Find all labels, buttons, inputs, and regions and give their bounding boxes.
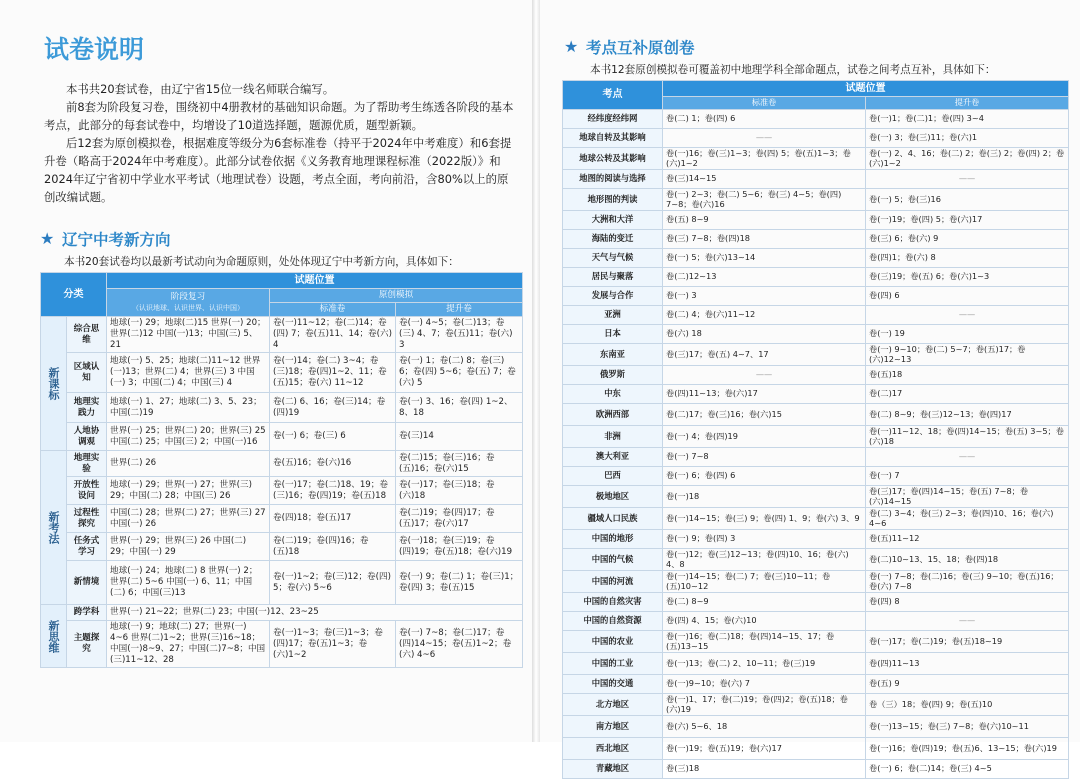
table-row: [563, 631, 1069, 653]
advanced-cell: 卷(二) 8~9；卷(三)12~13；卷(四)17: [866, 404, 1069, 426]
right-page: [540, 0, 1080, 774]
subcategory-cell: 跨学科: [67, 605, 107, 621]
point-cell: 中国的交通: [563, 675, 663, 694]
stage-cell: 世界(一) 21~22；世界(二) 23；中国(一)12、23~25: [107, 605, 523, 621]
point-cell: 地球公转及其影响: [563, 148, 663, 170]
standard-cell: 卷(二)12~13: [663, 268, 866, 287]
table-row: [41, 621, 523, 668]
subcategory-cell: 综合思维: [67, 317, 107, 353]
point-cell: 中国的地形: [563, 530, 663, 549]
table-row: [41, 353, 523, 393]
standard-cell: 卷(一) 9；卷(四) 3: [663, 530, 866, 549]
standard-cell: 卷(二) 4；卷(六)11~12: [663, 306, 866, 325]
advanced-cell: 卷(一)16；卷(四)19；卷(五)6、13~15；卷(六)19: [866, 738, 1069, 760]
table-row: [563, 508, 1069, 530]
table-row: [41, 451, 523, 477]
advanced-cell: 卷(二)15；卷(三)16；卷(五)16；卷(六)15: [396, 451, 523, 477]
table-row: [563, 366, 1069, 385]
table-row: [563, 287, 1069, 306]
table-row: [563, 170, 1069, 189]
header-point: 考点: [563, 81, 663, 110]
stage-cell: 世界(一) 25；世界(二) 20；世界(三) 25 中国(二) 25；中国(三) 2；中国(一)16: [107, 423, 270, 451]
star-icon: ★: [40, 229, 55, 248]
advanced-cell: 卷(一) 7~8；卷(二)17；卷(四)14~15；卷(五)1~2；卷(六) 4~6: [396, 621, 523, 668]
advanced-cell: 卷(二)19；卷(四)17；卷(五)17；卷(六)17: [396, 505, 523, 533]
point-cell: 大洲和大洋: [563, 211, 663, 230]
point-cell: 俄罗斯: [563, 366, 663, 385]
point-cell: 西北地区: [563, 738, 663, 760]
table-row: [563, 268, 1069, 287]
standard-cell: 卷(一)14~15；卷(二) 7；卷(三)10~11；卷(五)10~12: [663, 571, 866, 593]
intro-paragraph-1: 本书共20套试卷，由辽宁省15位一线名师联合编写。: [66, 82, 335, 96]
subcategory-cell: 区域认知: [67, 353, 107, 393]
table-row: [563, 760, 1069, 779]
table-row: [563, 716, 1069, 738]
standard-cell: 卷(一) 4；卷(四)19: [663, 426, 866, 448]
stage-cell: 地球(一) 5、25；地球(二)11~12 世界(一)13；世界(二) 4；世界(三) 3 中国(一) 3；中国(二) 4；中国(三) 4: [107, 353, 270, 393]
standard-cell: 卷(二) 1；卷(四) 6: [663, 110, 866, 129]
stage-cell: 地球(一) 1、27；地球(二) 3、5、23；中国(二)19: [107, 393, 270, 423]
standard-cell: 卷(一)1~2；卷(三)12；卷(四) 5；卷(六) 5~6: [270, 561, 396, 605]
table-row: [41, 423, 523, 451]
point-cell: 中国的农业: [563, 631, 663, 653]
point-cell: 亚洲: [563, 306, 663, 325]
point-cell: 青藏地区: [563, 760, 663, 779]
table-row: [563, 189, 1069, 211]
table-row: [563, 325, 1069, 344]
advanced-cell: 卷(一)11~12、18；卷(四)14~15；卷(五) 3~5；卷(六)18: [866, 426, 1069, 448]
empty-cell: ——: [866, 448, 1069, 467]
advanced-cell: 卷(一)17；卷(三)18；卷(六)18: [396, 477, 523, 505]
advanced-cell: 卷(三) 6；卷(六) 9: [866, 230, 1069, 249]
advanced-cell: 卷(一) 7: [866, 467, 1069, 486]
empty-cell: ——: [663, 366, 866, 385]
point-cell: 极地地区: [563, 486, 663, 508]
advanced-cell: 卷(一)17；卷(二)19；卷(五)18~19: [866, 631, 1069, 653]
advanced-cell: 卷(一) 3；卷(三)11；卷(六)1: [866, 129, 1069, 148]
point-cell: 天气与气候: [563, 249, 663, 268]
complement-table-body: [563, 110, 1069, 779]
header-mock: 原创模拟: [270, 289, 523, 303]
advanced-cell: 卷(二)10~13、15、18；卷(四)18: [866, 549, 1069, 571]
empty-cell: ——: [866, 170, 1069, 189]
subcategory-cell: 新情境: [67, 561, 107, 605]
empty-cell: ——: [866, 306, 1069, 325]
standard-cell: 卷(二) 8~9: [663, 593, 866, 612]
category-cell: 新考法: [41, 451, 67, 605]
left-page: [0, 0, 532, 742]
point-cell: 日本: [563, 325, 663, 344]
table-row: [563, 486, 1069, 508]
table-row: [563, 694, 1069, 716]
point-cell: 中国的河流: [563, 571, 663, 593]
empty-cell: ——: [663, 129, 866, 148]
stage-cell: 世界(二) 26: [107, 451, 270, 477]
table-row: [563, 593, 1069, 612]
stage-cell: 地球(一) 29；地球(二)15 世界(一) 20；世界(二)12 中国(一)13；中国(三) 5、21: [107, 317, 270, 353]
section-heading-right: ★ 考点互补原创卷: [564, 37, 695, 57]
standard-cell: 卷(五) 8~9: [663, 211, 866, 230]
table-row: [563, 385, 1069, 404]
standard-cell: 卷(二) 6、16；卷(三)14；卷(四)19: [270, 393, 396, 423]
table-row: [41, 561, 523, 605]
advanced-cell: 卷(二) 3~4；卷(三) 2~3；卷(四)10、16；卷(六) 4~6: [866, 508, 1069, 530]
stage-cell: 地球(一) 24；地球(二) 8 世界(一) 2；世界(二) 5~6 中国(一) 6、11；中国(二) 6；中国(三)13: [107, 561, 270, 605]
table-row: [563, 129, 1069, 148]
advanced-cell: 卷(三)17；卷(四)14~15；卷(五) 7~8；卷(六)14~15: [866, 486, 1069, 508]
category-cell: 新课标: [41, 317, 67, 451]
intro-paragraph-3: 后12套为原创模拟卷，根据难度等级分为6套标准卷（持平于2024年中考难度）和6套提升卷（略高于2024年中考难度）。此部分试卷依据《义务教育地理课程标准（2022版）》和2024年辽宁省初中学业水平考试（地理试卷）设题，考点全面，考向前沿，含80%以上的原创改编试题。: [44, 136, 512, 204]
advanced-cell: 卷(四)1；卷(六) 8: [866, 249, 1069, 268]
standard-cell: 卷(五)16；卷(六)16: [270, 451, 396, 477]
advanced-cell: 卷(一) 9；卷(二) 1；卷(三)1；卷(四) 3；卷(五)15: [396, 561, 523, 605]
table-row: [563, 249, 1069, 268]
point-cell: 东南亚: [563, 344, 663, 366]
stage-cell: 中国(二) 28；世界(二) 27；世界(三) 27 中国(一) 26: [107, 505, 270, 533]
table-row: [563, 404, 1069, 426]
standard-cell: 卷(六) 5~6、18: [663, 716, 866, 738]
point-cell: 海陆的变迁: [563, 230, 663, 249]
advanced-cell: 卷(三)14: [396, 423, 523, 451]
point-cell: 地图的阅读与选择: [563, 170, 663, 189]
advanced-cell: 卷(一)19；卷(四) 5；卷(六)17: [866, 211, 1069, 230]
table-row: [563, 612, 1069, 631]
table-row: [563, 738, 1069, 760]
standard-cell: 卷(一)12；卷(三)12~13；卷(四)10、16；卷(六) 4、8: [663, 549, 866, 571]
advanced-cell: 卷(四) 8: [866, 593, 1069, 612]
subcategory-cell: 开放性设问: [67, 477, 107, 505]
subcategory-cell: 主题探究: [67, 621, 107, 668]
standard-cell: 卷(一) 6；卷(三) 6: [270, 423, 396, 451]
advanced-cell: 卷(一) 5；卷(三)16: [866, 189, 1069, 211]
point-cell: 巴西: [563, 467, 663, 486]
standard-cell: 卷(一)14；卷(二) 3~4；卷(三)18；卷(四)1~2、11；卷(五)15；卷(六) 11~12: [270, 353, 396, 393]
standard-cell: 卷(一)9~10；卷(六) 7: [663, 675, 866, 694]
stage-cell: 世界(一) 29；世界(三) 26 中国(二) 29；中国(一) 29: [107, 533, 270, 561]
table-row: [563, 230, 1069, 249]
point-cell: 中国的气候: [563, 549, 663, 571]
advanced-cell: 卷(四) 6: [866, 287, 1069, 306]
table-row: [563, 530, 1069, 549]
star-icon: ★: [564, 37, 579, 56]
standard-cell: 卷(一)1~3；卷(三)1~3；卷(四)17；卷(五)1~3；卷(六)1~2: [270, 621, 396, 668]
header-standard-right: 标准卷: [663, 97, 866, 110]
standard-cell: 卷(一) 3: [663, 287, 866, 306]
point-cell: 南方地区: [563, 716, 663, 738]
advanced-cell: 卷(五)11~12: [866, 530, 1069, 549]
advanced-cell: 卷(三)19；卷(五) 6；卷(六)1~3: [866, 268, 1069, 287]
standard-cell: 卷(三)18: [663, 760, 866, 779]
table-row: [563, 571, 1069, 593]
table-row: [563, 110, 1069, 129]
table-row: [563, 148, 1069, 170]
advanced-cell: 卷(四)11~13: [866, 653, 1069, 675]
table-row: [563, 344, 1069, 366]
standard-cell: 卷(四)11~13；卷(六)17: [663, 385, 866, 404]
advanced-cell: 卷(五)18: [866, 366, 1069, 385]
point-cell: 发展与合作: [563, 287, 663, 306]
advanced-cell: 卷(一) 9~10；卷(二) 5~7；卷(五)17；卷(六)12~13: [866, 344, 1069, 366]
table-row: [563, 306, 1069, 325]
standard-cell: 卷(一)11~12；卷(二)14；卷(四) 7；卷(五)11、14；卷(六) 4: [270, 317, 396, 353]
advanced-cell: 卷(二)17: [866, 385, 1069, 404]
section-intro: 本书20套试卷均以最新考试动向为命题原则，处处体现辽宁中考新方向，具体如下：: [64, 256, 459, 268]
advanced-cell: 卷（三）18；卷(四) 9；卷(五)10: [866, 694, 1069, 716]
advanced-cell: 卷(一) 3、16；卷(四) 1~2、8、18: [396, 393, 523, 423]
point-cell: 澳大利亚: [563, 448, 663, 467]
table-row: [563, 467, 1069, 486]
table-row: [563, 653, 1069, 675]
direction-table-body: [41, 317, 523, 668]
point-cell: 经纬度经纬网: [563, 110, 663, 129]
standard-cell: 卷(三)14~15: [663, 170, 866, 189]
empty-cell: ——: [866, 612, 1069, 631]
standard-cell: 卷(一)17；卷(二)18、19；卷(三)16；卷(四)19；卷(五)18: [270, 477, 396, 505]
point-cell: 非洲: [563, 426, 663, 448]
subcategory-cell: 地理实践力: [67, 393, 107, 423]
point-cell: 中国的工业: [563, 653, 663, 675]
subcategory-cell: 人地协调观: [67, 423, 107, 451]
point-cell: 地球自转及其影响: [563, 129, 663, 148]
point-cell: 欧洲西部: [563, 404, 663, 426]
standard-cell: 卷(四)18；卷(五)17: [270, 505, 396, 533]
point-cell: 中东: [563, 385, 663, 404]
page-title: 试卷说明: [44, 35, 145, 64]
table-row: [563, 211, 1069, 230]
table-row: [563, 426, 1069, 448]
standard-cell: 卷(一) 5；卷(六)13~14: [663, 249, 866, 268]
header-position-right: 试题位置: [663, 81, 1069, 97]
advanced-cell: 卷(一) 1；卷(二) 8；卷(三) 6；卷(四) 5~6；卷(五) 7；卷(六) 5: [396, 353, 523, 393]
category-cell: 新思维: [41, 605, 67, 668]
header-category: 分类: [41, 273, 107, 317]
table-row: [563, 448, 1069, 467]
stage-cell: 地球(一) 9；地球(二) 27；世界(一) 4~6 世界(二)1~2；世界(三)16~18；中国(一)8~9、27；中国(二)7~8；中国(三)11~12、28: [107, 621, 270, 668]
standard-cell: 卷(三) 7~8；卷(四)18: [663, 230, 866, 249]
complement-table: [562, 80, 1069, 779]
advanced-cell: 卷(五) 9: [866, 675, 1069, 694]
book-gutter: [532, 0, 540, 742]
header-standard: 标准卷: [270, 303, 396, 317]
standard-cell: 卷(一)16；卷(三)1~3；卷(四) 5；卷(五)1~3；卷(六)1~2: [663, 148, 866, 170]
standard-cell: 卷(一)1、17；卷(二)19；卷(四)2；卷(五)18；卷(六)19: [663, 694, 866, 716]
standard-cell: 卷(一) 6；卷(四) 6: [663, 467, 866, 486]
standard-cell: 卷(一)13；卷(二) 2、10~11；卷(三)19: [663, 653, 866, 675]
advanced-cell: 卷(一) 19: [866, 325, 1069, 344]
standard-cell: 卷(三)17；卷(五) 4~7、17: [663, 344, 866, 366]
subcategory-cell: 任务式学习: [67, 533, 107, 561]
advanced-cell: 卷(一)1；卷(二)1；卷(四) 3~4: [866, 110, 1069, 129]
table-row: [41, 505, 523, 533]
standard-cell: 卷(四) 4、15；卷(六)10: [663, 612, 866, 631]
advanced-cell: 卷(一) 6；卷(二)14；卷(三) 4~5: [866, 760, 1069, 779]
table-row: [41, 317, 523, 353]
standard-cell: 卷(一) 2~3；卷(二) 5~6；卷(三) 4~5；卷(四) 7~8；卷(六)16: [663, 189, 866, 211]
standard-cell: 卷(六) 18: [663, 325, 866, 344]
header-position: 试题位置: [107, 273, 523, 289]
point-cell: 中国的自然资源: [563, 612, 663, 631]
stage-cell: 地球(一) 29；世界(一) 27；世界(三) 29；中国(二) 28；中国(三) 26: [107, 477, 270, 505]
standard-cell: 卷(一)16；卷(二)18；卷(四)14~15、17；卷(五)13~15: [663, 631, 866, 653]
advanced-cell: 卷(一) 2、4、16；卷(二) 2；卷(三) 2；卷(四) 2；卷(六)1~2: [866, 148, 1069, 170]
table-row: [563, 549, 1069, 571]
section-heading: ★ 辽宁中考新方向: [40, 229, 171, 249]
header-advanced: 提升卷: [396, 303, 523, 317]
direction-table: [40, 272, 523, 668]
header-stage: 阶段复习 （认识地球、认识世界、认识中国）: [107, 289, 270, 317]
point-cell: 居民与聚落: [563, 268, 663, 287]
subcategory-cell: 地理实验: [67, 451, 107, 477]
advanced-cell: 卷(一) 4~5；卷(二)13；卷(三) 4、7；卷(五)11；卷(六) 3: [396, 317, 523, 353]
header-advanced-right: 提升卷: [866, 97, 1069, 110]
section-intro-right: 本书12套原创模拟卷可覆盖初中地理学科全部命题点，试卷之间考点互补，具体如下：: [590, 64, 996, 76]
advanced-cell: 卷(一)18；卷(三)19；卷(四)19；卷(五)18；卷(六)19: [396, 533, 523, 561]
table-row: [41, 477, 523, 505]
point-cell: 地形图的判读: [563, 189, 663, 211]
standard-cell: 卷(一)19；卷(五)19；卷(六)17: [663, 738, 866, 760]
standard-cell: 卷(二)17；卷(三)16；卷(六)15: [663, 404, 866, 426]
point-cell: 中国的自然灾害: [563, 593, 663, 612]
standard-cell: 卷(一)14~15；卷(三) 9；卷(四) 1、9；卷(六) 3、9: [663, 508, 866, 530]
point-cell: 疆域人口民族: [563, 508, 663, 530]
table-row: [563, 675, 1069, 694]
table-row: [41, 533, 523, 561]
subcategory-cell: 过程性探究: [67, 505, 107, 533]
table-row: [41, 393, 523, 423]
point-cell: 北方地区: [563, 694, 663, 716]
intro-paragraph-2: 前8套为阶段复习卷，围绕初中4册教材的基础知识命题。为了帮助考生练透各阶段的基本考点，此部分的每套试卷中，均增设了10道选择题，题源优质，题型新颖。: [44, 100, 514, 132]
table-row: [41, 605, 523, 621]
advanced-cell: 卷(一)13~15；卷(三) 7~8；卷(六)10~11: [866, 716, 1069, 738]
advanced-cell: 卷(一) 7~8；卷(二)16；卷(三) 9~10；卷(五)16；卷(六) 7~8: [866, 571, 1069, 593]
standard-cell: 卷(二)19；卷(四)16；卷(五)18: [270, 533, 396, 561]
standard-cell: 卷(一) 7~8: [663, 448, 866, 467]
standard-cell: 卷(一)18: [663, 486, 866, 508]
